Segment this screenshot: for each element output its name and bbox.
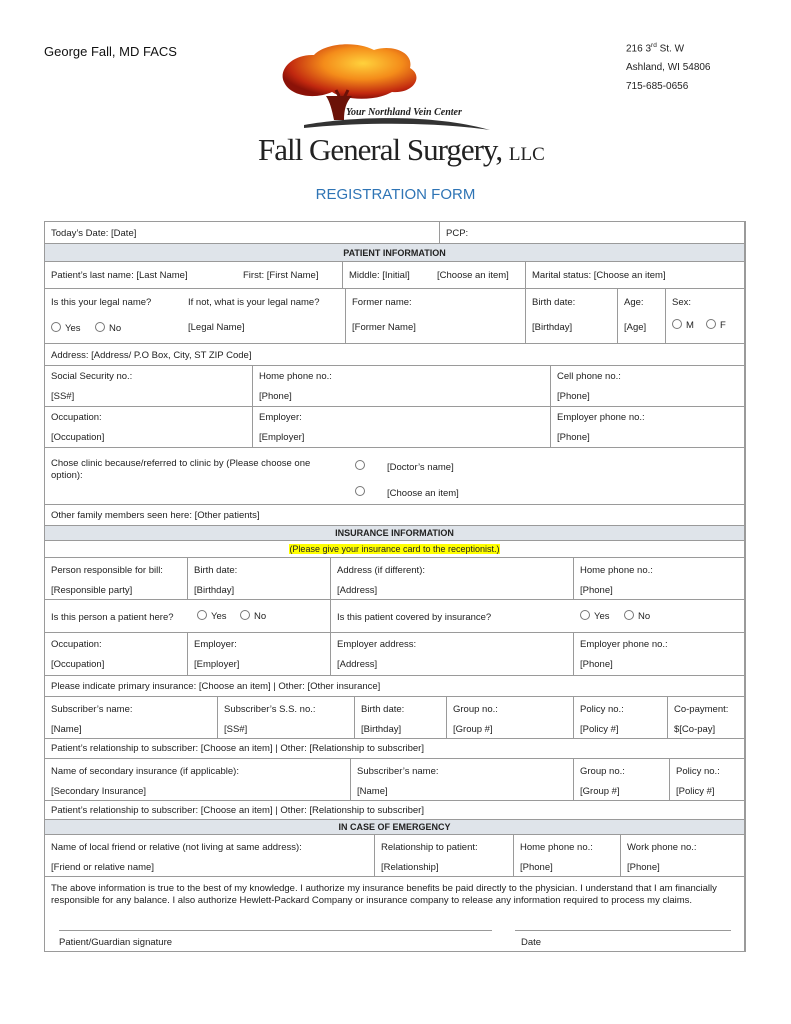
radio-icon [197, 610, 207, 620]
first-name-field[interactable]: First: [First Name] [243, 270, 319, 281]
legal-no-radio[interactable]: No [95, 322, 121, 334]
subscriber-row [45, 697, 744, 739]
cell-phone-field[interactable]: Cell phone no.: [Phone] [550, 366, 744, 406]
clinic-referral-question: Chose clinic because/referred to clinic by (Please choose one option): [51, 458, 311, 481]
employer-address-field[interactable]: Employer address: [Address] [330, 633, 573, 675]
insurance-occupation-row [45, 633, 744, 676]
employer-field[interactable]: Employer: [Employer] [252, 407, 550, 447]
address-line1-pre: 216 3 [626, 43, 652, 55]
patient-coverage-row [45, 600, 744, 633]
responsible-employer-field[interactable]: Employer: [Employer] [187, 633, 330, 675]
today-date-field[interactable]: Today’s Date: [Date] [51, 228, 137, 239]
responsible-address-field[interactable]: Address (if different): [Address] [330, 558, 573, 599]
registration-form: Today’s Date: [Date] PCP: PATIENT INFORMATION Patient’s last name: [Last Name] First: [First Name] Middle: [Initial] [Choose an item] Marital status: [Choose an item] Is this your legal name? Yes No If not, what is your legal name? [Legal Name] Former name: [Former Name] Birth date: [Birthday] Age: [Age] Sex: M F Address: [Address/ P.O Box, City, ST ZIP Code] Social Security no.: [SS#] Home phone no.: [Phone] Cell phone no.: [Phone] Occupation: [Occupation] Employer: [Employer] Employer phone no.: [Phone] Chose clinic because/referred to clinic by (Please choose one option): [Doctor’s name] [Choose an item] Other family members seen here: [Other patients] INSURANCE INFORMATION (Please give your insurance card to the receptionist.) Person responsible for bill: [Responsible party] Birth date: [Birthday] Address (if different): [Address] Home phone no.: [Phone] Is this person a patient here? Yes No Is this patient covered by insurance? Yes No Occupation: [Occupation] Employer: [Employer] Employer address: [Address] Employer phone no.: [Phone] Please indicate primary insurance: [Choose an item] | Other: [Other insurance] Subscriber’s name: [Name] Subscriber’s S.S. no.: [SS#] Birth date: [Birthday] Group no.: [Group #] Policy no.: [Policy #] Co-payment: $[Co-pay] Patient’s relationship to subscriber: [Choose an item] | Other: [Relationship to subscriber] Name of secondary insurance (if applicable): [Secondary Insurance] Subscriber’s name: [Name] Group no.: [Group #] Policy no.: [Policy #] Patient’s relationship to subscriber: [Choose an item] | Other: [Relationship to subscriber] IN CASE OF EMERGENCY Name of local friend or relative (not living at same address): [Friend or relative name] Relationship to patient: [Relationship] Home phone no.: [Phone] Work phone no.: [Phone] The above information is true to the best of my knowledge. I authorize my insurance benefits be paid directly to the physician. I understand that I am financially responsible for any balance. I also authorize Hewlett-Packard Company or insurance company to release any information required to process my claims. Patient/Guardian signature Date [44, 221, 746, 952]
clinic-option-doctor[interactable] [355, 460, 369, 472]
emergency-contact-row [45, 835, 744, 877]
home-phone-field[interactable]: Home phone no.: [Phone] [252, 366, 550, 406]
radio-icon [95, 322, 105, 332]
date-label: Date [521, 937, 542, 948]
doctor-name: George Fall, MD FACS [44, 44, 177, 59]
sex-f-radio[interactable]: F [706, 319, 726, 331]
subscriber-ss-field[interactable]: Subscriber’s S.S. no.: [SS#] [217, 697, 354, 738]
company-name-main: Fall General Surgery, [258, 132, 503, 167]
other-family-field[interactable]: Other family members seen here: [Other patients] [45, 505, 744, 526]
policy-number-field[interactable]: Policy no.: [Policy #] [573, 697, 667, 738]
radio-icon [355, 486, 365, 496]
address-line1-post: St. W [656, 43, 685, 55]
responsible-employer-phone-field[interactable]: Employer phone no.: [Phone] [573, 633, 744, 675]
covered-yes-radio[interactable]: Yes [580, 610, 610, 622]
secondary-subscriber-field[interactable]: Subscriber’s name: [Name] [350, 759, 573, 800]
radio-icon [355, 460, 365, 470]
clinic-address [626, 36, 711, 96]
legal-yes-radio[interactable]: Yes [51, 322, 81, 334]
date-row [45, 222, 744, 244]
sex-m-radio[interactable]: M [672, 319, 694, 331]
friend-name-field[interactable]: Name of local friend or relative (not living at same address): [Friend or relative name] [51, 842, 302, 873]
radio-icon [580, 610, 590, 620]
responsible-home-phone-field[interactable]: Home phone no.: [Phone] [573, 558, 744, 599]
responsible-party-field[interactable]: Person responsible for bill: [Responsible party] [51, 565, 163, 596]
covered-no-radio[interactable]: No [624, 610, 650, 622]
legal-name-field[interactable]: If not, what is your legal name? [Legal Name] [188, 297, 320, 333]
last-name-field[interactable]: Patient’s last name: [Last Name] First: [First Name] [51, 270, 319, 281]
occupation-row [45, 407, 744, 448]
address-line1-sup: rd [651, 42, 657, 49]
legal-name-row [45, 289, 744, 344]
employer-phone-field[interactable]: Employer phone no.: [Phone] [550, 407, 744, 447]
signature-label: Patient/Guardian signature [59, 937, 173, 948]
responsible-birth-field[interactable]: Birth date: [Birthday] [187, 558, 330, 599]
covered-question: Is this patient covered by insurance? Yes No [330, 600, 744, 632]
address-field[interactable]: Address: [Address/ P.O Box, City, ST ZIP Code] [45, 344, 744, 366]
primary-insurance-field[interactable]: Please indicate primary insurance: [Choose an item] | Other: [Other insurance] [45, 676, 744, 697]
company-suffix: LLC [508, 144, 545, 165]
clinic-referral-row [45, 448, 744, 505]
form-title: REGISTRATION FORM [315, 186, 476, 203]
radio-icon [240, 610, 250, 620]
is-patient-no-radio[interactable]: No [240, 610, 266, 622]
responsible-row [45, 558, 744, 600]
former-name-field[interactable]: Former name: [Former Name] [345, 289, 525, 343]
middle-initial-field[interactable]: Middle: [Initial] [Choose an item] [342, 262, 525, 288]
group-number-field[interactable]: Group no.: [Group #] [446, 697, 573, 738]
copayment-field[interactable]: Co-payment: $[Co-pay] [667, 697, 744, 738]
clinic-option-choose-label: [Choose an item] [387, 488, 459, 499]
radio-icon [672, 319, 682, 329]
birth-date-field[interactable]: Birth date: [Birthday] [525, 289, 617, 343]
friend-relationship-field[interactable]: Relationship to patient: [Relationship] [374, 835, 513, 876]
ssn-field[interactable]: Social Security no.: [SS#] [51, 371, 133, 402]
legal-name-question: Is this your legal name? Yes No [51, 297, 152, 334]
clinic-option-choose[interactable] [355, 486, 369, 498]
radio-icon [51, 322, 61, 332]
company-name [258, 132, 545, 168]
subscriber-relationship-2-field[interactable]: Patient’s relationship to subscriber: [Choose an item] | Other: [Relationship to subscriber] [45, 801, 744, 820]
friend-home-phone-field[interactable]: Home phone no.: [Phone] [513, 835, 620, 876]
occupation-field[interactable]: Occupation: [Occupation] [51, 412, 105, 443]
clinic-option-doctor-label: [Doctor’s name] [387, 462, 454, 473]
friend-work-phone-field[interactable]: Work phone no.: [Phone] [620, 835, 744, 876]
address-line2: Ashland, WI 54806 [626, 62, 711, 74]
subscriber-relationship-field[interactable]: Patient’s relationship to subscriber: [Choose an item] | Other: [Relationship to subscriber] [45, 739, 744, 759]
name-row [45, 262, 744, 289]
responsible-occupation-field[interactable]: Occupation: [Occupation] [51, 639, 105, 670]
signature-line[interactable] [59, 930, 492, 931]
secondary-insurance-field[interactable]: Name of secondary insurance (if applicable): [Secondary Insurance] [51, 766, 239, 797]
is-patient-question: Is this person a patient here? Yes No [51, 611, 267, 623]
date-line[interactable] [515, 930, 731, 931]
subscriber-birth-field[interactable]: Birth date: [Birthday] [354, 697, 446, 738]
ssn-row [45, 366, 744, 407]
subscriber-name-field[interactable]: Subscriber’s name: [Name] [51, 704, 133, 735]
suffix-dropdown[interactable]: [Choose an item] [437, 270, 509, 281]
tagline: Your Northland Vein Center [346, 107, 462, 118]
pcp-field[interactable]: PCP: [439, 222, 744, 243]
section-patient-header: PATIENT INFORMATION [45, 244, 744, 262]
secondary-group-field[interactable]: Group no.: [Group #] [573, 759, 669, 800]
section-insurance-header: INSURANCE INFORMATION [45, 526, 744, 541]
is-patient-yes-radio[interactable]: Yes [197, 610, 227, 622]
age-field[interactable]: Age: [Age] [617, 289, 665, 343]
tree-logo-icon [274, 42, 494, 137]
marital-status-dropdown[interactable]: Marital status: [Choose an item] [525, 262, 744, 288]
section-emergency-header: IN CASE OF EMERGENCY [45, 820, 744, 835]
secondary-insurance-row [45, 759, 744, 801]
radio-icon [706, 319, 716, 329]
radio-icon [624, 610, 634, 620]
sex-field: Sex: M F [665, 289, 744, 343]
secondary-policy-field[interactable]: Policy no.: [Policy #] [669, 759, 744, 800]
insurance-note: (Please give your insurance card to the receptionist.) [45, 541, 744, 558]
clinic-phone: 715-685-0656 [626, 81, 689, 93]
